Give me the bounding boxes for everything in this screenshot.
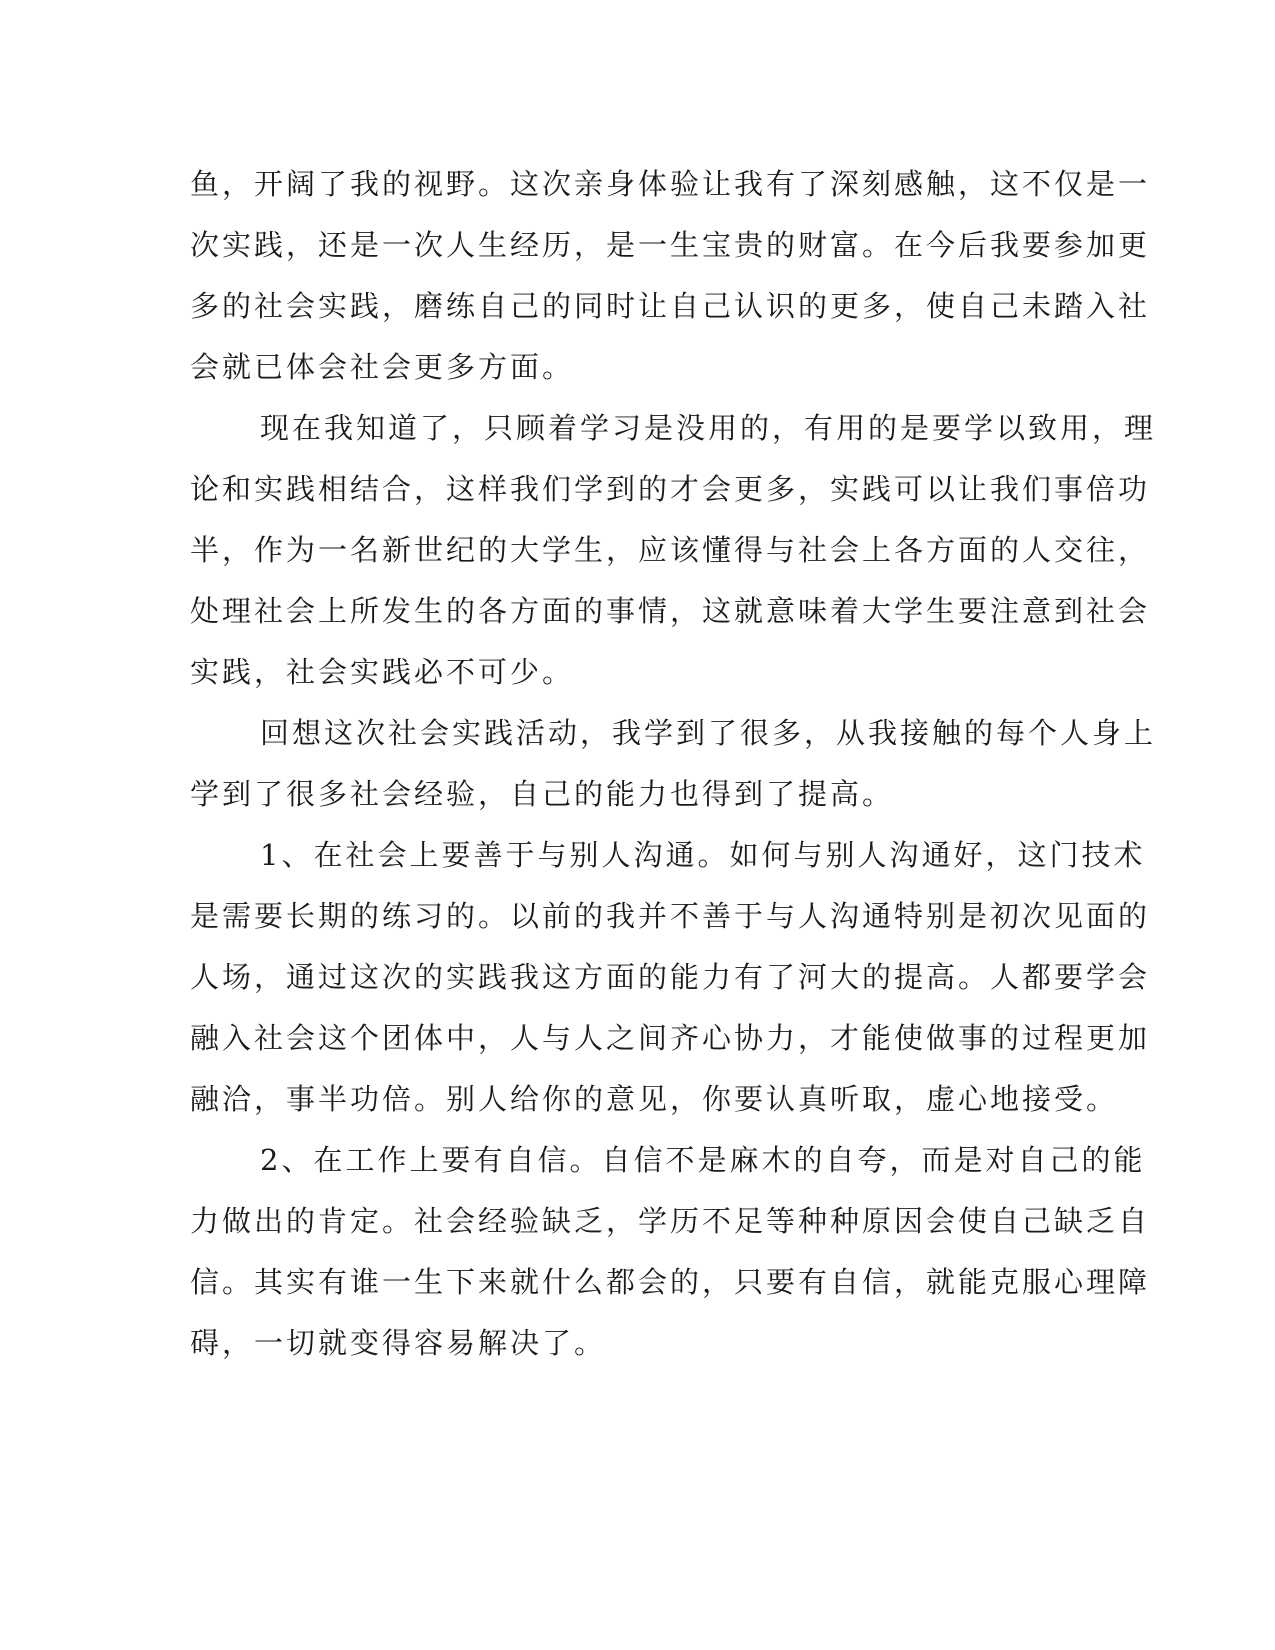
text-line: 融入社会这个团体中，人与人之间齐心协力，才能使做事的过程更加 [190,1021,1151,1055]
text-line: 人场，通过这次的实践我这方面的能力有了河大的提高。人都要学会 [190,960,1151,994]
paragraph-1 [190,154,1151,398]
text-line: 是需要长期的练习的。以前的我并不善于与人沟通特别是初次见面的 [190,899,1151,933]
paragraph-4 [190,825,1151,1130]
paragraph-2 [190,398,1157,703]
text-line: 多的社会实践，磨练自己的同时让自己认识的更多，使自己未踏入社 [190,289,1151,323]
text-line: 力做出的肯定。社会经验缺乏，学历不足等种种原因会使自己缺乏自 [190,1204,1151,1238]
text-line: 论和实践相结合，这样我们学到的才会更多，实践可以让我们事倍功 [190,472,1151,506]
text-line: 回想这次社会实践活动，我学到了很多，从我接触的每个人身上 [260,716,1157,750]
text-line: 学到了很多社会经验，自己的能力也得到了提高。 [190,777,895,811]
text-line: 信。其实有谁一生下来就什么都会的，只要有自信，就能克服心理障 [190,1265,1151,1299]
text-line: 现在我知道了，只顾着学习是没用的，有用的是要学以致用，理 [260,411,1157,445]
document-body [190,154,1157,1374]
text-line: 次实践，还是一次人生经历，是一生宝贵的财富。在今后我要参加更 [190,228,1151,262]
text-line: 碍，一切就变得容易解决了。 [190,1326,607,1360]
text-line: 2、在工作上要有自信。自信不是麻木的自夸，而是对自己的能 [260,1143,1146,1177]
paragraph-5 [190,1130,1151,1374]
text-line: 会就已体会社会更多方面。 [190,350,575,384]
text-line: 处理社会上所发生的各方面的事情，这就意味着大学生要注意到社会 [190,594,1151,628]
text-line: 实践，社会实践必不可少。 [190,655,575,689]
paragraph-3 [190,703,1157,825]
text-line: 半，作为一名新世纪的大学生，应该懂得与社会上各方面的人交往， [190,533,1151,567]
text-line: 鱼，开阔了我的视野。这次亲身体验让我有了深刻感触，这不仅是一 [190,167,1151,201]
text-line: 融洽，事半功倍。别人给你的意见，你要认真听取，虚心地接受。 [190,1082,1119,1116]
text-line: 1、在社会上要善于与别人沟通。如何与别人沟通好，这门技术 [260,838,1146,872]
